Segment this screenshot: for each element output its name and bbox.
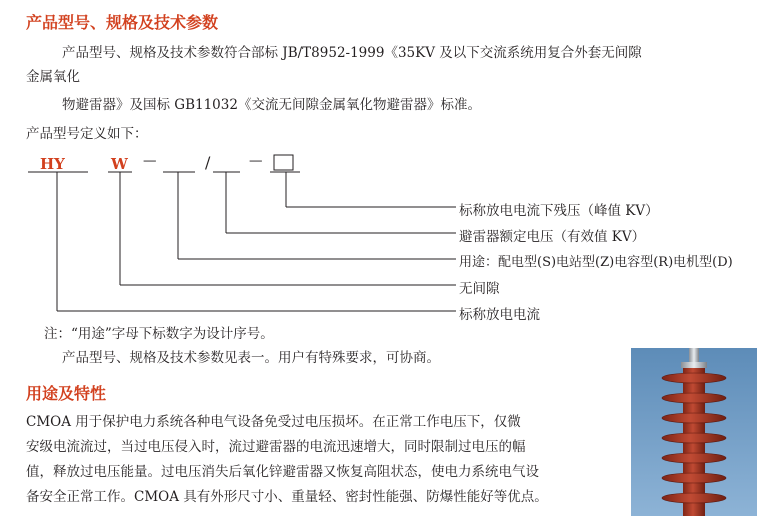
model-definition-label: 产品型号定义如下： [26,126,148,142]
residual-voltage-box [274,155,293,170]
usage-paragraph-line-4: 备安全正常工作。CMOA 具有外形尺寸小、重量轻、密封性能强、防爆性能好等优点。 [26,489,548,505]
usage-paragraph-line-1: CMOA 用于保护电力系统各种电气设备免受过电压损坏。在正常工作电压下，仅微 [26,414,521,430]
top-cap [681,362,707,368]
definition-gapless: 无间隙 [459,281,500,297]
model-code-hy: HY [40,155,65,173]
model-code-dash-2: — [249,153,263,169]
usage-paragraph-line-3: 值，释放过电压能量。过电压消失后氧化锌避雷器又恢复高阻状态，使电力系统电气设 [26,464,539,480]
model-code-slash: / [205,153,211,172]
section-title-specs: 产品型号、规格及技术参数 [26,13,219,32]
definition-usage: 用途：配电型(S)电站型(Z)电容型(R)电机型(D) [459,255,733,270]
section-title-usage: 用途及特性 [26,384,107,403]
definition-rated-voltage: 避雷器额定电压（有效值 KV） [459,229,646,245]
model-code-w: W [111,155,128,173]
table-reference-note: 产品型号、规格及技术参数见表一。用户有特殊要求，可协商。 [62,350,440,366]
spec-paragraph-line-1: 产品型号、规格及技术参数符合部标 JB/T8952-1999《35KV 及以下交流系统用复合外套无间隙 [62,45,642,61]
terminal-stud [689,348,699,364]
arrester-photo [631,348,757,516]
model-code-dash-1: — [143,153,157,169]
spec-paragraph-line-2: 金属氧化 [26,69,80,85]
definition-residual-voltage: 标称放电电流下残压（峰值 KV） [459,203,659,219]
definition-nominal-current: 标称放电电流 [459,307,540,323]
design-serial-note: 注：“用途”字母下标数字为设计序号。 [44,326,274,342]
spec-paragraph-line-3: 物避雷器》及国标 GB11032《交流无间隙金属氧化物避雷器》标准。 [62,97,481,113]
usage-paragraph-line-2: 安级电流流过，当过电压侵入时，流过避雷器的电流迅速增大，同时限制过电压的幅 [26,439,526,455]
